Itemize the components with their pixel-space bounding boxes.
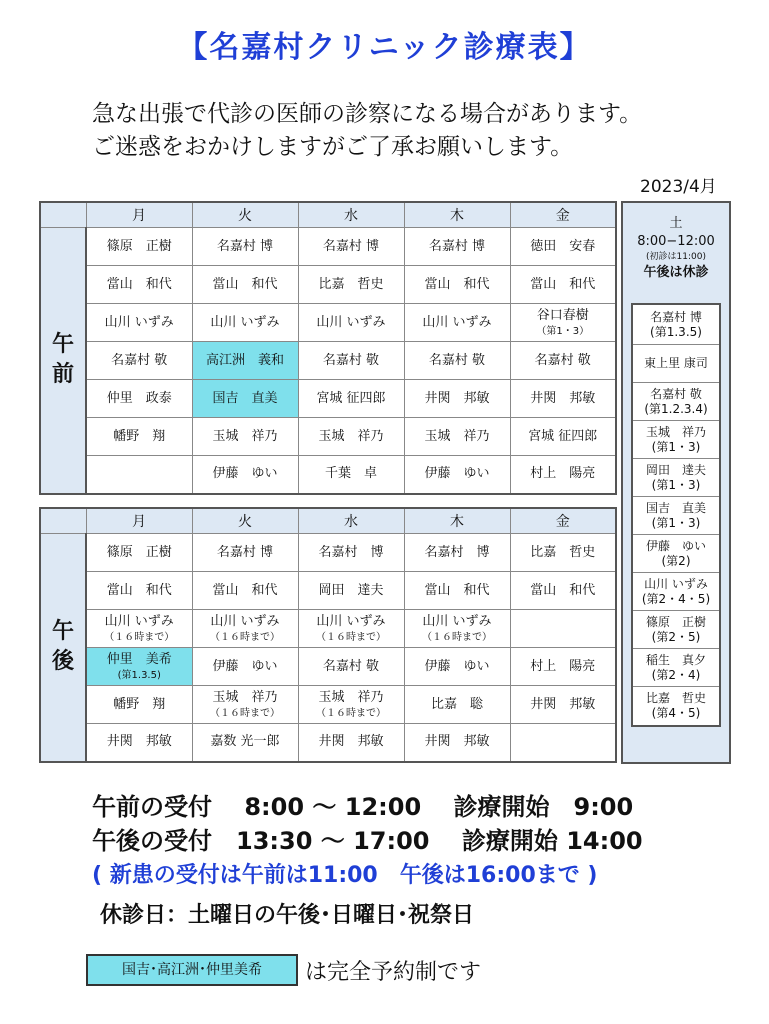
doctor-cell [298,342,404,380]
notice-line-1: 急な出張で代診の医師の診察になる場合があります。 [92,101,643,127]
doctor-name: 篠原 正樹 [106,544,172,560]
saturday-doctor [633,573,719,611]
reception-hours [92,790,643,858]
doctor-name: 村上 陽亮 [530,466,596,482]
doctor-name: 當山 和代 [212,276,278,292]
corner-cell [40,508,86,534]
doctor-note: （１６時まで） [104,631,175,643]
day-header: 火 [192,202,298,228]
doctor-name: 谷口春樹 [536,307,589,323]
saturday-doctor-name: 名嘉村 敬 [650,386,702,401]
doctor-name: 玉城 祥乃 [212,428,278,444]
saturday-doctor-name: 国吉 直美 [645,500,706,515]
doctor-cell [86,610,192,648]
doctor-name: 當山 和代 [530,276,596,292]
doctor-cell [404,572,510,610]
schedule-row [40,610,616,648]
saturday-doctor-note: (第1・3) [651,477,701,492]
saturday-doctor-name: 名嘉村 博 [650,309,702,324]
doctor-cell [404,686,510,724]
doctor-cell [510,648,616,686]
schedule-row [40,724,616,762]
doctor-cell [298,610,404,648]
morning-label [40,228,86,494]
afternoon-hours: 午後の受付 13:30 ～ 17:00 診療開始 14:00 [92,827,643,855]
saturday-doctor-note: (第1.3.5) [650,324,702,339]
doctor-name: 井関 邦敏 [106,734,172,750]
doctor-name: 高江洲 義和 [205,352,284,368]
doctor-cell [86,380,192,418]
doctor-name: 比嘉 哲史 [318,276,384,292]
doctor-cell [510,610,616,648]
doctor-cell [298,266,404,304]
saturday-doctor-note: (第1・3) [651,515,701,530]
saturday-doctor-note: (第2・4) [651,667,701,682]
saturday-doctor-note: (第1.2.3.4) [644,401,708,416]
doctor-cell [404,456,510,494]
doctor-cell [404,380,510,418]
doctor-name: 山川 いずみ [210,314,280,330]
schedule-row [40,342,616,380]
doctor-cell [192,572,298,610]
saturday-doctor-name: 玉城 祥乃 [645,424,706,439]
doctor-cell [298,724,404,762]
doctor-cell [510,342,616,380]
saturday-doctor-note: (第4・5) [651,706,701,720]
doctor-name: 山川 いずみ [104,613,174,629]
day-header: 金 [510,202,616,228]
saturday-header [623,215,729,282]
saturday-doctor [633,497,719,535]
saturday-doctor-note: (第1・3) [651,439,701,454]
doctor-cell [404,724,510,762]
day-header: 木 [404,508,510,534]
doctor-cell [192,304,298,342]
doctor-cell [510,304,616,342]
doctor-cell [510,266,616,304]
doctor-cell [298,228,404,266]
doctor-cell [86,228,192,266]
doctor-cell [86,724,192,762]
doctor-cell [510,572,616,610]
doctor-name: 玉城 祥乃 [318,689,384,705]
saturday-doctor [633,535,719,573]
morning-hours: 午前の受付 8:00 ～ 12:00 診療開始 9:00 [92,793,634,821]
doctor-name: 玉城 祥乃 [212,689,278,705]
doctor-cell [298,534,404,572]
doctor-name: 名嘉村 博 [428,238,486,254]
doctor-name: 井関 邦敏 [318,734,384,750]
reservation-note: は完全予約制です [305,960,482,985]
doctor-cell [510,228,616,266]
doctor-cell [404,304,510,342]
doctor-note: （１６時まで） [316,707,386,719]
doctor-cell [298,380,404,418]
doctor-name: 井関 邦敏 [530,390,596,406]
doctor-cell [192,266,298,304]
doctor-name: 名嘉村 敬 [111,352,168,368]
doctor-cell [298,418,404,456]
schedule-row [40,456,616,494]
schedule-row [40,380,616,418]
doctor-name: 名嘉村 博 [318,544,384,560]
doctor-name: 玉城 祥乃 [318,428,384,444]
doctor-name: 篠原 正樹 [106,238,172,254]
doctor-cell [404,228,510,266]
doctor-cell [510,686,616,724]
doctor-name: 當山 和代 [106,582,172,598]
reservation-doctors-box: 国吉･高江洲･仲里美希 [86,954,298,986]
notice-text [92,98,642,164]
schedule-row [40,266,616,304]
saturday-doctor-list [631,303,721,727]
day-header: 月 [86,202,192,228]
corner-cell [40,202,86,228]
doctor-name: 當山 和代 [212,582,278,598]
doctor-note: （第1・3） [536,325,590,337]
doctor-cell [192,534,298,572]
doctor-name: 千葉 卓 [324,466,377,482]
doctor-name: 當山 和代 [424,582,490,598]
saturday-doctor-note: (第2・4・5) [641,591,711,606]
doctor-cell [192,228,298,266]
doctor-name: 仲里 政泰 [106,390,172,406]
doctor-cell [86,342,192,380]
doctor-name: 徳田 安春 [530,238,596,254]
saturday-doctor-note: (第2・5) [651,629,701,644]
doctor-name: 宮城 征四郎 [316,390,386,406]
closed-days: 休診日：土曜日の午後･日曜日･祝祭日 [100,903,475,928]
schedule-row [40,534,616,572]
doctor-cell [510,380,616,418]
doctor-name: 山川 いずみ [316,314,386,330]
saturday-doctor-name: 岡田 達夫 [645,462,706,477]
doctor-name: 伊藤 ゆい [424,466,490,482]
doctor-name: 嘉数 光一郎 [210,734,280,750]
doctor-cell [86,572,192,610]
doctor-name: 比嘉 聡 [430,696,483,712]
doctor-cell [404,648,510,686]
morning-schedule-table [39,201,617,495]
saturday-doctor [633,649,719,687]
day-header: 月 [86,508,192,534]
saturday-doctor [633,611,719,649]
saturday-hours: 8:00−12:00 [637,234,715,249]
doctor-name: 山川 いずみ [210,613,280,629]
doctor-cell [404,266,510,304]
doctor-name: 名嘉村 博 [216,544,274,560]
doctor-cell [298,686,404,724]
saturday-doctor [633,305,719,345]
doctor-note: (第1.3.5) [117,669,161,681]
doctor-cell [298,572,404,610]
doctor-cell [86,456,192,494]
doctor-name: 山川 いずみ [422,314,492,330]
doctor-note: （１６時まで） [316,631,386,643]
saturday-doctor-note: (第2) [661,553,691,568]
doctor-cell [86,266,192,304]
schedule-row [40,686,616,724]
doctor-cell [298,648,404,686]
schedule-row [40,228,616,266]
doctor-name: 井関 邦敏 [424,734,490,750]
doctor-name: 比嘉 哲史 [530,544,596,560]
doctor-cell [192,418,298,456]
saturday-doctor [633,421,719,459]
doctor-name: 伊藤 ゆい [212,658,278,674]
schedule-row [40,572,616,610]
morning-label-char: 午 [51,332,74,358]
doctor-cell [192,724,298,762]
doctor-name: 山川 いずみ [422,613,492,629]
doctor-cell [86,686,192,724]
schedule-row [40,648,616,686]
schedule-row [40,304,616,342]
saturday-day-label: 土 [669,216,683,231]
doctor-cell [404,342,510,380]
saturday-panel [621,201,731,764]
doctor-name: 玉城 祥乃 [424,428,490,444]
doctor-name: 名嘉村 博 [216,238,274,254]
saturday-doctor [633,687,719,725]
morning-label-char: 前 [51,362,74,388]
doctor-cell [510,456,616,494]
saturday-doctor-name: 稲生 真夕 [645,652,706,667]
doctor-name: 山川 いずみ [316,613,386,629]
doctor-name: 井関 邦敏 [530,696,596,712]
afternoon-label-char: 後 [51,649,74,675]
doctor-name: 井関 邦敏 [424,390,490,406]
doctor-name: 當山 和代 [424,276,490,292]
afternoon-label [40,534,86,762]
doctor-cell [298,304,404,342]
doctor-cell [510,724,616,762]
afternoon-label-char: 午 [51,619,74,645]
doctor-cell [510,534,616,572]
saturday-doctor-name: 東上里 康司 [644,356,708,370]
doctor-name: 幡野 翔 [113,696,166,712]
doctor-cell [192,686,298,724]
doctor-cell [192,456,298,494]
month-label: 2023/4月 [640,177,717,197]
doctor-name: 伊藤 ゆい [424,658,490,674]
doctor-name: 名嘉村 敬 [534,352,591,368]
day-header: 金 [510,508,616,534]
doctor-cell [192,380,298,418]
doctor-cell [404,610,510,648]
saturday-first-visit: (初診は11:00) [646,252,706,262]
doctor-cell [510,418,616,456]
day-header: 火 [192,508,298,534]
doctor-cell [404,418,510,456]
saturday-doctor [633,383,719,421]
doctor-note: （１６時まで） [422,631,492,643]
doctor-name: 宮城 征四郎 [528,428,598,444]
new-patient-note: ( 新患の受付は午前は11:00 午後は16:00まで ) [92,863,598,888]
doctor-name: 名嘉村 敬 [322,658,380,674]
page-title: 【名嘉村クリニック診療表】 [177,30,592,65]
doctor-cell [192,610,298,648]
doctor-name: 當山 和代 [530,582,596,598]
doctor-name: 名嘉村 博 [424,544,490,560]
doctor-note: （１６時まで） [210,631,280,643]
doctor-name: 幡野 翔 [113,428,166,444]
doctor-name: 岡田 達夫 [318,582,384,598]
doctor-name: 名嘉村 博 [322,238,380,254]
saturday-pm-note: 午後は休診 [643,265,709,280]
doctor-cell [86,648,192,686]
saturday-doctor-name: 篠原 正樹 [645,614,706,629]
doctor-name: 名嘉村 敬 [322,352,380,368]
doctor-name: 名嘉村 敬 [428,352,486,368]
saturday-doctor [633,459,719,497]
afternoon-schedule-table [39,507,617,763]
doctor-cell [192,648,298,686]
saturday-doctor-name: 伊藤 ゆい [645,538,706,553]
doctor-name: 国吉 直美 [212,390,278,406]
day-header: 水 [298,508,404,534]
schedule-row [40,418,616,456]
doctor-name: 仲里 美希 [106,651,172,667]
saturday-doctor [633,345,719,383]
doctor-note: （１６時まで） [210,707,280,719]
doctor-cell [298,456,404,494]
doctor-name: 村上 陽亮 [530,658,596,674]
notice-line-2: ご迷惑をおかけしますがご了承お願いします。 [92,134,574,160]
day-header: 木 [404,202,510,228]
doctor-name: 伊藤 ゆい [212,466,278,482]
doctor-cell [404,534,510,572]
day-header: 水 [298,202,404,228]
doctor-cell [192,342,298,380]
doctor-cell [86,304,192,342]
saturday-doctor-name: 比嘉 哲史 [645,691,706,705]
doctor-cell [86,534,192,572]
doctor-name: 山川 いずみ [104,314,174,330]
saturday-doctor-name: 山川 いずみ [644,576,708,591]
doctor-cell [86,418,192,456]
doctor-name: 當山 和代 [106,276,172,292]
